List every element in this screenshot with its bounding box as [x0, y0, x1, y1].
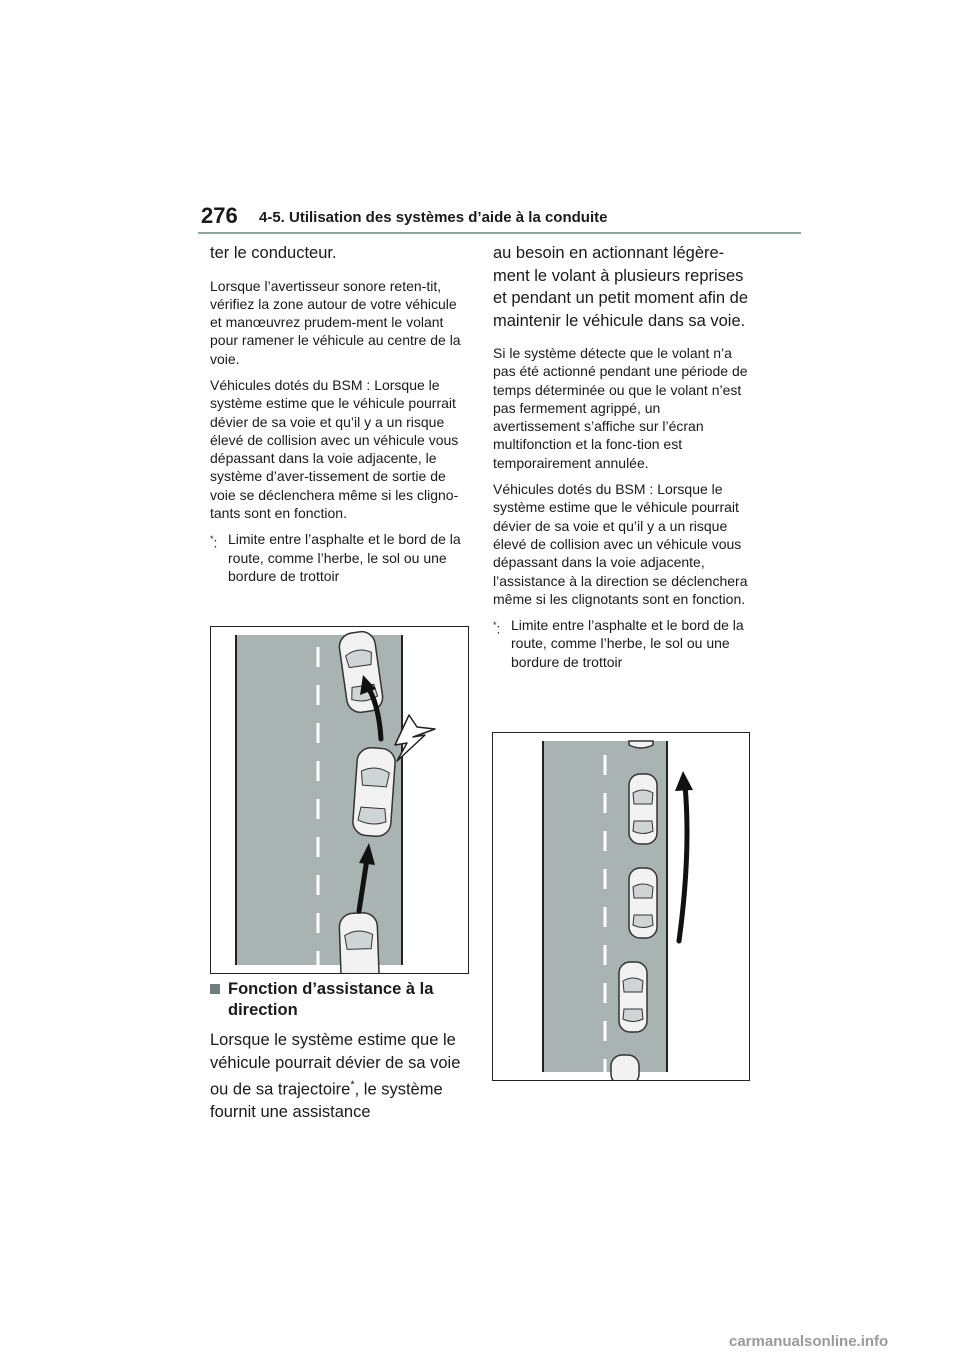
- left-paragraph-1: ter le conducteur.: [210, 244, 337, 262]
- car-bottom-partial: [611, 1055, 639, 1080]
- arrow-trajectory-head: [675, 771, 693, 791]
- footnote-marker: *:: [493, 620, 501, 637]
- page-number: 276: [201, 203, 238, 228]
- heading-square-icon: [210, 984, 220, 994]
- right-paragraph-3: Véhicules dotés du BSM : Lorsque le système estime que le véhicule pourrait dévier de sa voie et qu’il y a un risque élevé de collision avec un véhicule vous dépassant dans la voie adjacente, l’assistance à la direction se déclenchera même si les clignotants sont en fonction.: [493, 481, 748, 607]
- left-column-lower: [210, 979, 468, 1124]
- left-paragraph-3: Véhicules dotés du BSM : Lorsque le système estime que le véhicule pourrait dévier de sa voie et qu’il y a un risque élevé de collision avec un véhicule vous dépassant dans la voie adjacente, le système d’aver-tissement de sortie de voie se déclenchera même si les cligno-tants sont en fonction.: [210, 376, 459, 522]
- figure-lane-departure: [210, 626, 469, 974]
- header-rule: [198, 232, 801, 234]
- car-2: [629, 868, 657, 938]
- car-3: [619, 962, 647, 1032]
- left-column: [210, 242, 468, 585]
- car-middle: [352, 747, 396, 837]
- right-paragraph-1: au besoin en actionnant légère-ment le volant à plusieurs reprises et pendant un petit moment afin de maintenir le véhicule dans sa voie.: [493, 244, 749, 330]
- footnote-text: Limite entre l’asphalte et le bord de la route, comme l’herbe, le sol ou une bordure de trottoir: [228, 531, 461, 584]
- watermark: carmanualsonline.info: [729, 1333, 889, 1350]
- right-paragraph-2: Si le système détecte que le volant n’a pas été actionné pendant une période de temps déterminée ou que le volant n’est pas fermement agrippé, un avertissement s’affiche sur l’écran multifonction et la fonc-tion est temporairement annulée.: [493, 345, 748, 471]
- car-1: [629, 774, 657, 844]
- left-footnote: [210, 530, 468, 585]
- car-top-partial: [629, 741, 653, 748]
- arrow-trajectory: [679, 785, 687, 941]
- footnote-marker: *:: [210, 534, 218, 552]
- car-bottom: [339, 912, 380, 973]
- left-paragraph-2: Lorsque l’avertisseur sonore reten-tit, vérifiez la zone autour de votre véhicule et manœuvrez prudem-ment le volant pour ramener le véhicule au centre de la voie.: [210, 277, 461, 367]
- right-footnote: [493, 616, 749, 671]
- figure-steering-assist: [492, 732, 750, 1081]
- section-title: 4-5. Utilisation des systèmes d’aide à la conduite: [259, 209, 608, 226]
- section-heading: Fonction d’assistance à la direction: [210, 979, 468, 1021]
- right-column: [493, 242, 749, 671]
- footnote-text: Limite entre l’asphalte et le bord de la route, comme l’herbe, le sol ou une bordure de trottoir: [511, 617, 744, 670]
- left-paragraph-4: Lorsque le système estime que le véhicule pourrait dévier de sa voie ou de sa trajectoire*, le système fournit une assistance: [210, 1031, 461, 1121]
